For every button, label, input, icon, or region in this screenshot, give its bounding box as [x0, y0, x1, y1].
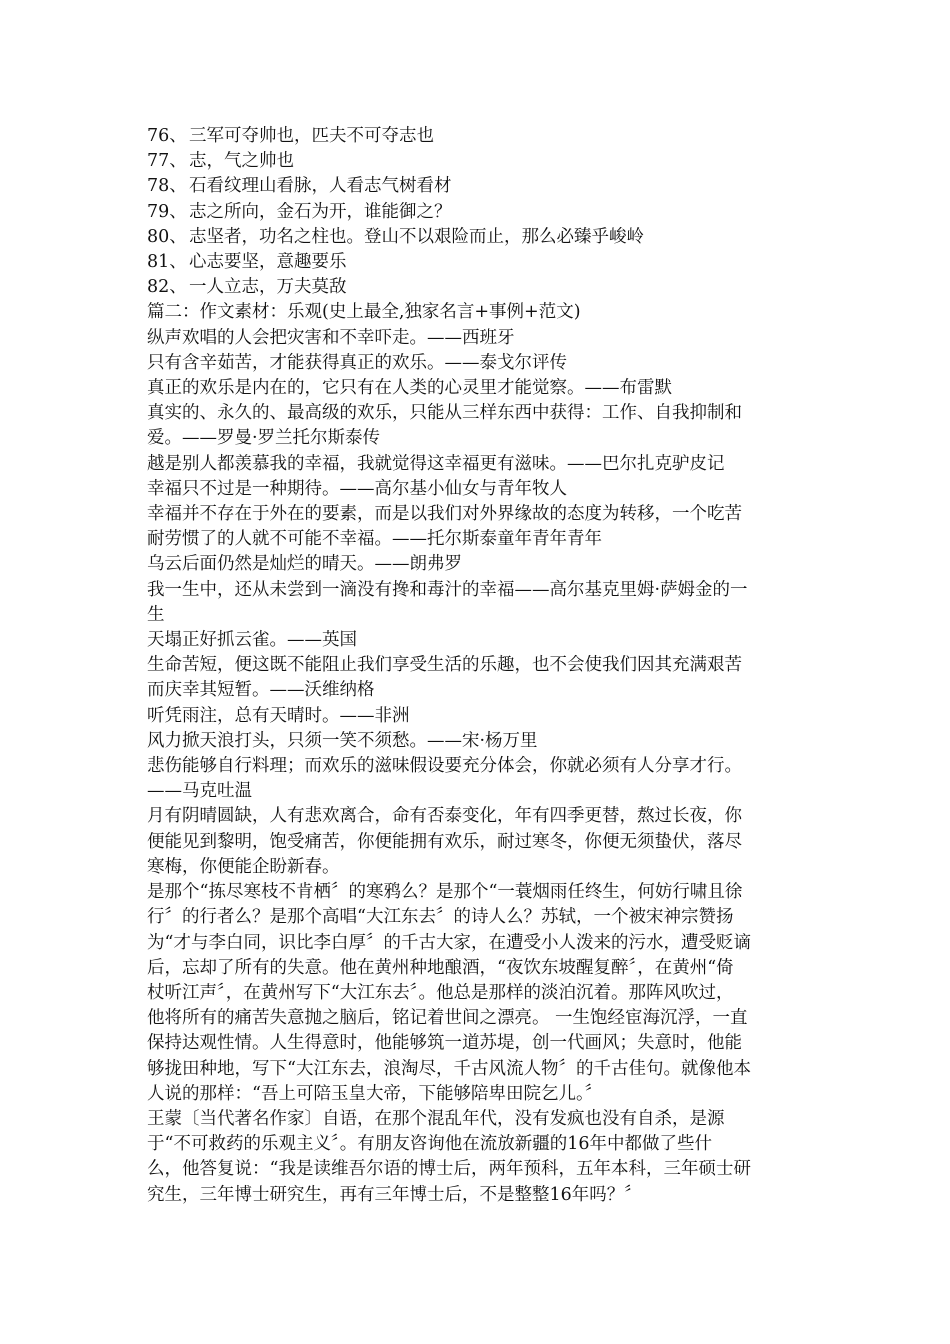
text-line: 听凭雨注，总有天晴时。——非洲 — [147, 705, 410, 726]
text-line: 人说的那样：“吾上可陪玉皇大帝，下能够陪卑田院乞儿。〞 — [147, 1083, 603, 1104]
text-line: 纵声欢唱的人会把灾害和不幸吓走。——西班牙 — [147, 327, 515, 348]
text-line: 王蒙〔当代著名作家〕自语，在那个混乱年代，没有发疯也没有自杀，是源 — [147, 1108, 725, 1129]
text-line: 幸福并不存在于外在的要素，而是以我们对外界缘故的态度为转移，一个吃苦 — [147, 504, 742, 525]
text-line: ——马克吐温 — [147, 781, 252, 802]
text-line: 悲伤能够自行料理；而欢乐的滋味假设要充分体会，你就必须有人分享才行。 — [147, 756, 742, 777]
text-line: 真实的、永久的、最高级的欢乐，只能从三样东西中获得：工作、自我抑制和 — [147, 403, 742, 424]
text-line: 保持达观性情。人生得意时，他能够筑一道苏堤，创一代画风；失意时，他能 — [147, 1033, 742, 1054]
text-line: 于“不可救药的乐观主义〞。有朋友咨询他在流放新疆的16年中都做了些什 — [147, 1134, 712, 1155]
text-line: 月有阴晴圆缺，人有悲欢离合，命有否泰变化，年有四季更替，熬过长夜，你 — [147, 806, 742, 827]
text-line: 够拢田种地，写下“大江东去，浪淘尽，千古风流人物〞的千古佳句。就像他本 — [147, 1058, 751, 1079]
list-item: 76、 三军可夺帅也，匹夫不可夺志也 — [147, 126, 434, 146]
text-line: 真正的欢乐是内在的，它只有在人类的心灵里才能觉察。——布雷默 — [147, 378, 672, 399]
list-item: 82、 一人立志，万夫莫敌 — [147, 277, 347, 298]
document-page — [147, 124, 807, 1208]
text-line: 便能见到黎明，饱受痛苦，你便能拥有欢乐，耐过寒冬，你便无须蛰伏，落尽 — [147, 831, 742, 852]
text-line: 杖听江声〞，在黄州写下“大江东去〞。他总是那样的淡泊沉着。那阵风吹过， — [147, 982, 734, 1003]
text-line: 是那个“拣尽寒枝不肯栖〞的寒鸦么？是那个“一蓑烟雨任终生，何妨行啸且徐 — [147, 882, 743, 903]
list-item: 77、 志，气之帅也 — [147, 151, 294, 172]
text-line: 究生，三年博士研究生，再有三年博士后，不是整整16年吗？〞 — [147, 1184, 642, 1205]
text-line: 天塌正好抓云雀。——英国 — [147, 630, 357, 651]
text-line: 只有含辛茹苦，才能获得真正的欢乐。——泰戈尔评传 — [147, 352, 567, 373]
text-line: 他将所有的痛苦失意抛之脑后，铭记着世间之漂亮。 一生饱经宦海沉浮，一直 — [147, 1008, 748, 1029]
text-line: 生 — [147, 604, 165, 625]
text-line: 生命苦短，便这既不能阻止我们享受生活的乐趣，也不会使我们因其充满艰苦 — [147, 655, 742, 676]
list-item: 78、 石看纹理山看脉，人看志气树看材 — [147, 176, 452, 197]
section-title: 篇二：作文素材：乐观(史上最全,独家名言+事例+范文) — [147, 302, 581, 323]
text-line: 么，他答复说：“我是读维吾尔语的博士后，两年预科，五年本科，三年硕士研 — [147, 1159, 751, 1180]
text-line: 行〞的行者么？是那个高唱“大江东去〞的诗人么？苏轼，一个被宋神宗赞扬 — [147, 907, 734, 928]
list-item: 81、 心志要坚，意趣要乐 — [147, 252, 347, 273]
list-item: 79、 志之所向，金石为开，谁能御之？ — [147, 201, 452, 222]
text-line: 耐劳惯了的人就不可能不幸福。——托尔斯泰童年青年青年 — [147, 529, 602, 550]
text-line: 风力掀天浪打头，只须一笑不须愁。——宋·杨万里 — [147, 730, 538, 751]
body-text — [147, 326, 807, 1208]
text-line: 我一生中，还从未尝到一滴没有搀和毒汁的幸福——高尔基克里姆·萨姆金的一 — [147, 579, 748, 600]
text-line: 为“才与李白同，识比李白厚〞的千古大家，在遭受小人泼来的污水，遭受贬谪 — [147, 932, 751, 953]
numbered-list — [147, 124, 807, 300]
text-line: 而庆幸其短暂。——沃维纳格 — [147, 680, 375, 701]
text-line: 后，忘却了所有的失意。他在黄州种地酿酒，“夜饮东坡醒复醉〞，在黄州“倚 — [147, 957, 734, 978]
text-line: 乌云后面仍然是灿烂的晴天。——朗弗罗 — [147, 554, 462, 575]
text-line: 越是别人都羡慕我的幸福，我就觉得这幸福更有滋味。——巴尔扎克驴皮记 — [147, 453, 725, 474]
list-item: 80、 志坚者，功名之柱也。登山不以艰险而止，那么必臻乎峻岭 — [147, 226, 644, 247]
text-line: 爱。——罗曼·罗兰托尔斯泰传 — [147, 428, 381, 449]
text-line: 幸福只不过是一种期待。——高尔基小仙女与青年牧人 — [147, 478, 567, 499]
text-line: 寒梅，你便能企盼新春。 — [147, 856, 340, 877]
